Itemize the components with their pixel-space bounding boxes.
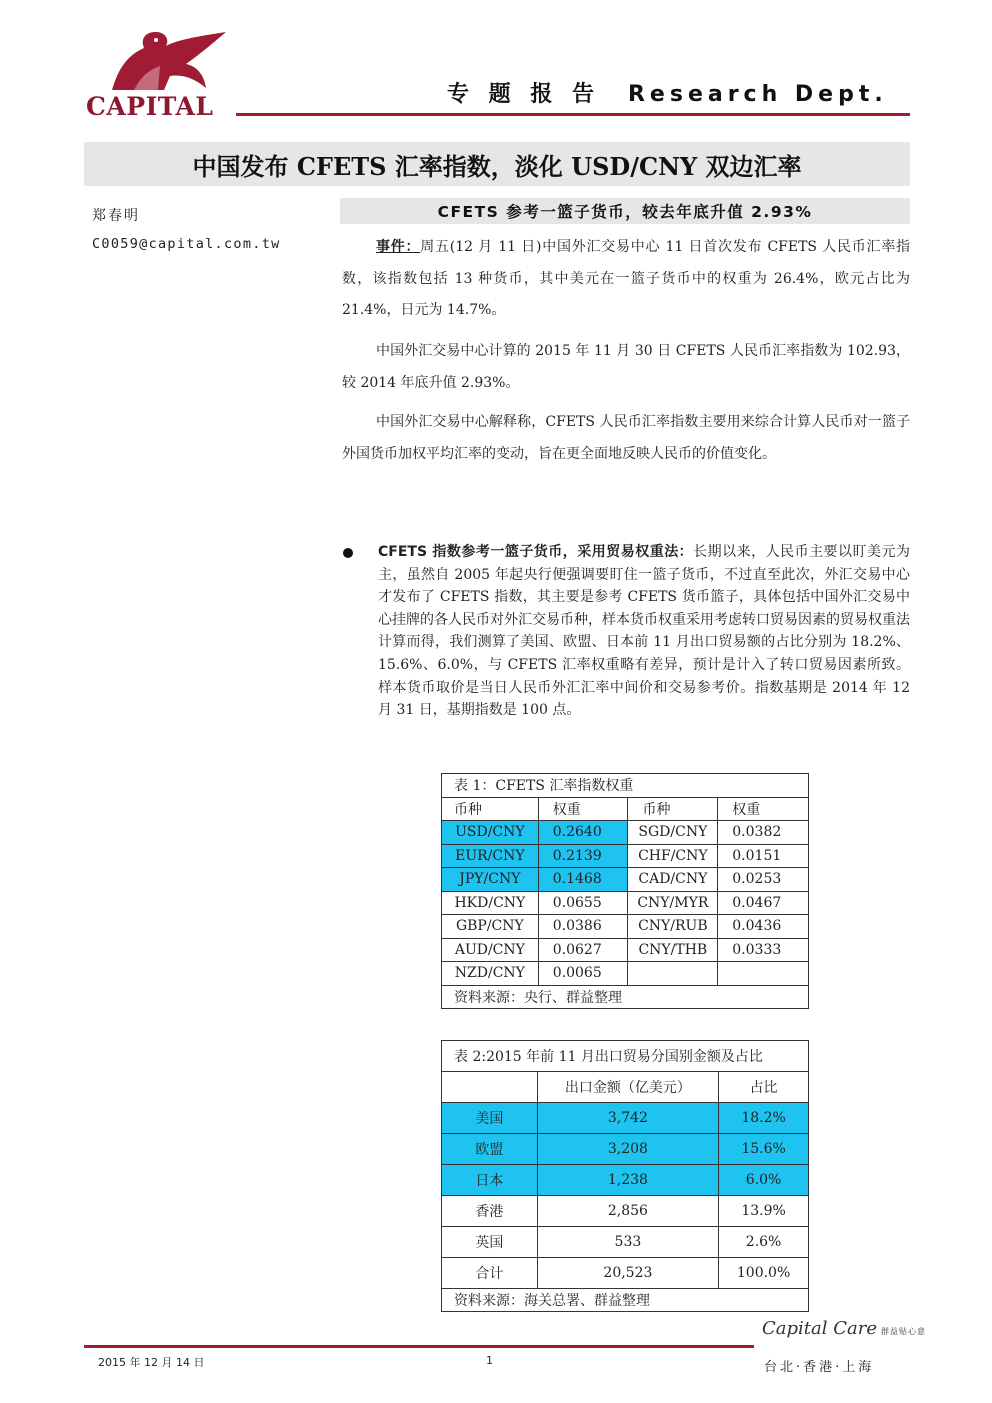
- page-number: 1: [486, 1354, 493, 1367]
- table-row: [442, 938, 809, 962]
- table-cell: 20,523: [537, 1258, 718, 1289]
- table-cell: 0.0065: [538, 962, 628, 986]
- table-cell: 0.0253: [718, 868, 809, 892]
- table-cell: 0.0386: [538, 915, 628, 939]
- table-cell: AUD/CNY: [442, 938, 539, 962]
- table-cell: 0.0333: [718, 938, 809, 962]
- table-cell: 香港: [442, 1196, 538, 1227]
- table-cell: 日本: [442, 1165, 538, 1196]
- table-cell: SGD/CNY: [628, 821, 718, 845]
- header-title: [447, 77, 888, 108]
- table-cell: HKD/CNY: [442, 891, 539, 915]
- brand-name: CAPITAL: [86, 92, 214, 121]
- table1-header: 权重: [538, 797, 628, 821]
- table2-header: [442, 1072, 538, 1103]
- header-divider: [236, 113, 910, 116]
- table-cell: 0.2139: [538, 844, 628, 868]
- table-row: [442, 844, 809, 868]
- table-cell: 533: [537, 1227, 718, 1258]
- table-cell: 0.1468: [538, 868, 628, 892]
- table-row: [442, 1103, 809, 1134]
- table-cell: 18.2%: [719, 1103, 809, 1134]
- table1-header-row: [442, 797, 809, 821]
- paragraph-index-value: 中国外汇交易中心计算的 2015 年 11 月 30 日 CFETS 人民币汇率指数为 102.93，较 2014 年底升值 2.93%。: [342, 343, 910, 391]
- table-cell: CNY/RUB: [628, 915, 718, 939]
- table-cell: [628, 962, 718, 986]
- table-row: [442, 1227, 809, 1258]
- table-cell: 3,208: [537, 1134, 718, 1165]
- table-cell: 欧盟: [442, 1134, 538, 1165]
- table-row: [442, 1165, 809, 1196]
- table-row: [442, 891, 809, 915]
- table1-header: 权重: [718, 797, 809, 821]
- header-title-cn: 专 题 报 告: [447, 82, 600, 107]
- table-cell: [718, 962, 809, 986]
- company-logo: [86, 30, 246, 120]
- table-cell: 2.6%: [719, 1227, 809, 1258]
- table-cell: EUR/CNY: [442, 844, 539, 868]
- table-row: [442, 962, 809, 986]
- report-title-bar: [84, 142, 910, 186]
- paragraph-explanation: 中国外汇交易中心解释称，CFETS 人民币汇率指数主要用来综合计算人民币对一篮子外国货币加权平均汇率的变动，旨在更全面地反映人民币的价值变化。: [342, 414, 910, 462]
- table-row: [442, 868, 809, 892]
- table-cell: 15.6%: [719, 1134, 809, 1165]
- report-title: 中国发布 CFETS 汇率指数，淡化 USD/CNY 双边汇率: [192, 151, 802, 181]
- table-cell: 0.0655: [538, 891, 628, 915]
- table-cell: 3,742: [537, 1103, 718, 1134]
- table2-header: 出口金额（亿美元）: [537, 1072, 718, 1103]
- table-cell: 1,238: [537, 1165, 718, 1196]
- bullet-icon: [343, 548, 353, 558]
- table-cell: JPY/CNY: [442, 868, 539, 892]
- bullet-text: 长期以来，人民币主要以盯美元为主，虽然自 2005 年起央行便强调要盯住一篮子货币，不过直至此次，外汇交易中心才发布了 CFETS 指数，其主要是参考 CFETS 货币篮子，具体包括中国外汇交易中心挂牌的各人民币对外汇交易币种，样本货币权重采用考虑转口贸易因素的贸易权重法计算而得，我们测算了美国、欧盟、日本前 11 月出口贸易额的占比分别为 18.2%、15.6%、6.0%，与 CFETS 汇率权重略有差异，预计是计入了转口贸易因素所致。 样本货币取价是当日人民币外汇汇率中间价和交易参考价。指数基期是 2014 年 12 月 31 日，基期指数是 100 点。: [378, 544, 910, 719]
- table-cell: 100.0%: [719, 1258, 809, 1289]
- header-title-en: Research Dept.: [627, 82, 888, 107]
- event-label: 事件：: [376, 239, 421, 255]
- table2-source: 资料来源：海关总署、群益整理: [442, 1289, 809, 1312]
- footer-divider: [84, 1345, 754, 1348]
- footer-date: 2015 年 12 月 14 日: [98, 1356, 205, 1369]
- table1-header: 币种: [628, 797, 718, 821]
- table2-header-row: [442, 1072, 809, 1103]
- table-cell: 0.0382: [718, 821, 809, 845]
- table-cell: NZD/CNY: [442, 962, 539, 986]
- table-row: [442, 1196, 809, 1227]
- table1-caption: 表 1：CFETS 汇率指数权重: [442, 774, 809, 798]
- paragraph-event: [342, 232, 910, 327]
- table-row: [442, 1134, 809, 1165]
- table-cell: CNY/MYR: [628, 891, 718, 915]
- table-cell: GBP/CNY: [442, 915, 539, 939]
- table-cell: 英国: [442, 1227, 538, 1258]
- table-cell: 6.0%: [719, 1165, 809, 1196]
- bullet-label: CFETS 指数参考一篮子货币，采用贸易权重法：: [378, 544, 694, 560]
- export-share-table: [441, 1040, 809, 1312]
- capital-care-script: Capital Care: [762, 1318, 877, 1339]
- event-text: 周五(12 月 11 日)中国外汇交易中心 11 日首次发布 CFETS 人民币汇率指数，该指数包括 13 种货币，其中美元在一篮子货币中的权重为 26.4%，欧元占比为 21.4%，日元为 14.7%。: [342, 239, 910, 318]
- capital-care-logo: [762, 1318, 926, 1339]
- table-cell: 0.0151: [718, 844, 809, 868]
- table-cell: 13.9%: [719, 1196, 809, 1227]
- table1-source: 资料来源：央行、群益整理: [442, 985, 809, 1009]
- section-subtitle: CFETS 参考一篮子货币，较去年底升值 2.93%: [437, 203, 813, 221]
- table-cell: 0.0436: [718, 915, 809, 939]
- table-cell: CHF/CNY: [628, 844, 718, 868]
- bullet-paragraph: [378, 541, 910, 722]
- capital-care-cn: 群益贴心意: [881, 1327, 926, 1336]
- table-cell: 0.0627: [538, 938, 628, 962]
- table-cell: 美国: [442, 1103, 538, 1134]
- table1-header: 币种: [442, 797, 539, 821]
- capital-eagle-icon: [104, 30, 234, 94]
- footer-cities: 台北·香港·上海: [764, 1360, 875, 1375]
- table-cell: 0.0467: [718, 891, 809, 915]
- table-row: [442, 1258, 809, 1289]
- table-cell: CNY/THB: [628, 938, 718, 962]
- table-cell: CAD/CNY: [628, 868, 718, 892]
- table-cell: 0.2640: [538, 821, 628, 845]
- author-name: 郑春明: [92, 208, 140, 224]
- table-row: [442, 915, 809, 939]
- table2-caption: 表 2:2015 年前 11 月出口贸易分国别金额及占比: [442, 1041, 809, 1072]
- table-cell: USD/CNY: [442, 821, 539, 845]
- table2-header: 占比: [719, 1072, 809, 1103]
- section-subtitle-bar: [340, 198, 910, 224]
- table-cell: 合计: [442, 1258, 538, 1289]
- author-email[interactable]: C0059@capital.com.tw: [92, 236, 281, 252]
- cfets-weight-table: [441, 773, 809, 1009]
- table-cell: 2,856: [537, 1196, 718, 1227]
- table-row: [442, 821, 809, 845]
